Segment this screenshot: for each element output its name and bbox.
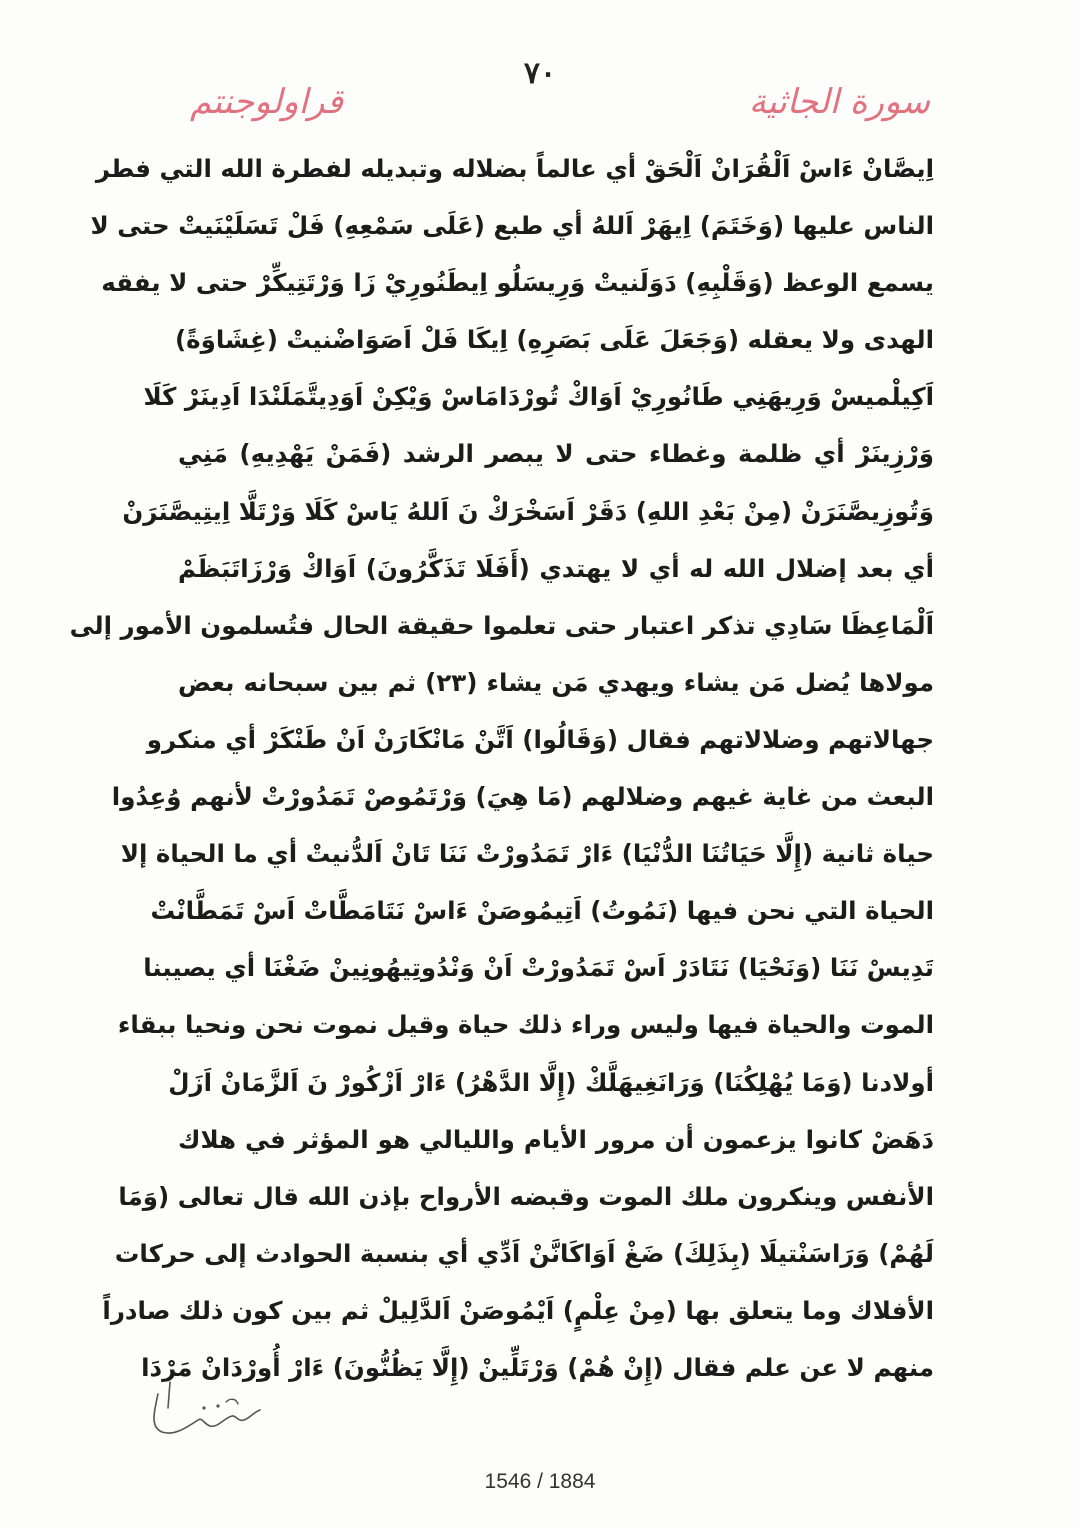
text-line: الأنفس وينكرون ملك الموت وقبضه الأرواح بإذن الله قال تعالى (وَمَا <box>118 1181 934 1211</box>
text-line: دَهَضْ كانوا يزعمون أن مرور الأيام والليالي هو المؤثر في هلاك <box>178 1124 934 1154</box>
text-line: لَهُمْ) وَرَاسَنْتيلَا (بِذَلِكَ) ضَغْ اَوَاكَانَّنْ اَدِّي أي بنسبة الحوادث إلى حركات <box>114 1238 934 1268</box>
text-line: أولادنا (وَمَا يُهْلِكُنَا) وَرَانَغِيهَلَّكْ (إِلَّا الدَّهْرُ) ءَارْ اَزْكُورْ نَ اَلزَّمَانْ اَزَلْ <box>168 1067 934 1097</box>
page-number: ٧٠ <box>523 56 557 91</box>
text-line: وَتُوزِيصَّنَرَنْ (مِنْ بَعْدِ اللهِ) دَقَرْ اَسَخْرَكْ نَ اَللهُ يَاسْ كَلَا وَرْتَلَّا اِيتِيصَّنَرَنْ <box>122 496 934 526</box>
pdf-page-counter: 1546 / 1884 <box>484 1470 596 1493</box>
text-line: اِيصَّانْ ءَاسْ اَلْقُرَانْ اَلْحَقْ أي عالماً بضلاله وتبديله لفطرة الله التي فطر <box>95 154 934 183</box>
text-line: يسمع الوعظ (وَقَلْبِهِ) دَوَلَنيتْ وَرِيسَلُو اِيطَنُورِيْ زَا وَرْتَتِيكِّرْ حتى لا يفقه <box>101 268 934 298</box>
text-line: الحياة التي نحن فيها (نَمُوتُ) اَتِيمُوصَنْ ءَاسْ نَتَامَطَّاتْ اَسْ تَمَطَّانْتْ <box>150 896 934 926</box>
text-line: وَرْزِينَرْ أي ظلمة وغطاء حتى لا يبصر الرشد (فَمَنْ يَهْدِيهِ) مَنِي <box>178 439 934 469</box>
margin-note-handwritten: قراولوجنتم <box>190 82 343 122</box>
text-line: البعث من غاية غيهم وضلالهم (مَا هِيَ) وَرْتَمُوصْ تَمَدُورْتْ لأنهم وُعِدُوا <box>111 782 934 812</box>
text-line: الهدى ولا يعقله (وَجَعَلَ عَلَى بَصَرِهِ) اِيكَا فَلْ اَصَوَاضْنيتْ (غِشَاوَةً) <box>174 325 934 355</box>
surah-title-handwritten: سورة الجاثية <box>748 82 930 122</box>
body-text <box>69 140 934 1396</box>
text-line: تَدِيسْ نَنَا (وَنَحْيَا) نَتَادَرْ اَسْ تَمَدُورْتْ اَنْ وَنْدُوتِيهُونِينْ ضَغْنَا أي يصيبنا <box>143 953 934 983</box>
text-line: الأفلاك وما يتعلق بها (مِنْ عِلْمٍ) اَيْمُوصَنْ اَلدَّلِيلْ ثم بين كون ذلك صادراً <box>102 1295 934 1325</box>
text-line: مولاها يُضل مَن يشاء ويهدي مَن يشاء (٢٣) ثم بين سبحانه بعض <box>178 667 934 697</box>
handwritten-signature <box>140 1372 270 1452</box>
text-line: جهالاتهم وضلالاتهم فقال (وَقَالُوا) اَتَّنْ مَانْكَارَنْ اَنْ طَنْكَرْ أي منكرو <box>146 724 934 754</box>
text-line: اَلْمَاعِظَا سَادِي تذكر اعتبار حتى تعلموا حقيقة الحال فتُسلمون الأمور إلى <box>69 610 934 640</box>
text-line: اَكِيلْميسْ وَرِيهَنِي طَانُورِيْ اَوَاكْ تُورْدَامَاسْ وَيْكِنْ اَوَدِيتَّمَلَنْدَا اَدِينَرْ كَلَا <box>143 382 934 412</box>
text-line: أي بعد إضلال الله له أي لا يهتدي (أَفَلَا تَذَكَّرُونَ) اَوَاكْ وَرْزَاتَبَظَمْ <box>178 553 934 583</box>
text-line: منهم لا عن علم فقال (إِنْ هُمْ) وَرْتَلِّينْ (إِلَّا يَظُنُّونَ) ءَارْ أُورْدَانْ مَرْدَا <box>141 1352 934 1382</box>
text-line: الموت والحياة فيها وليس وراء ذلك حياة وقيل نموت نحن ونحيا ببقاء <box>117 1010 934 1040</box>
text-line: الناس عليها (وَخَتَمَ) اِيهَرْ اَللهُ أي طبع (عَلَى سَمْعِهِ) فَلْ تَسَلَيْنَيتْ حتى لا <box>90 211 934 241</box>
text-line: حياة ثانية (إِلَّا حَيَاتُنَا الدُّنْيَا) ءَارْ تَمَدُورْتْ نَنَا تَانْ اَلدُّنيتْ أي ما الحياة إلا <box>120 839 934 869</box>
